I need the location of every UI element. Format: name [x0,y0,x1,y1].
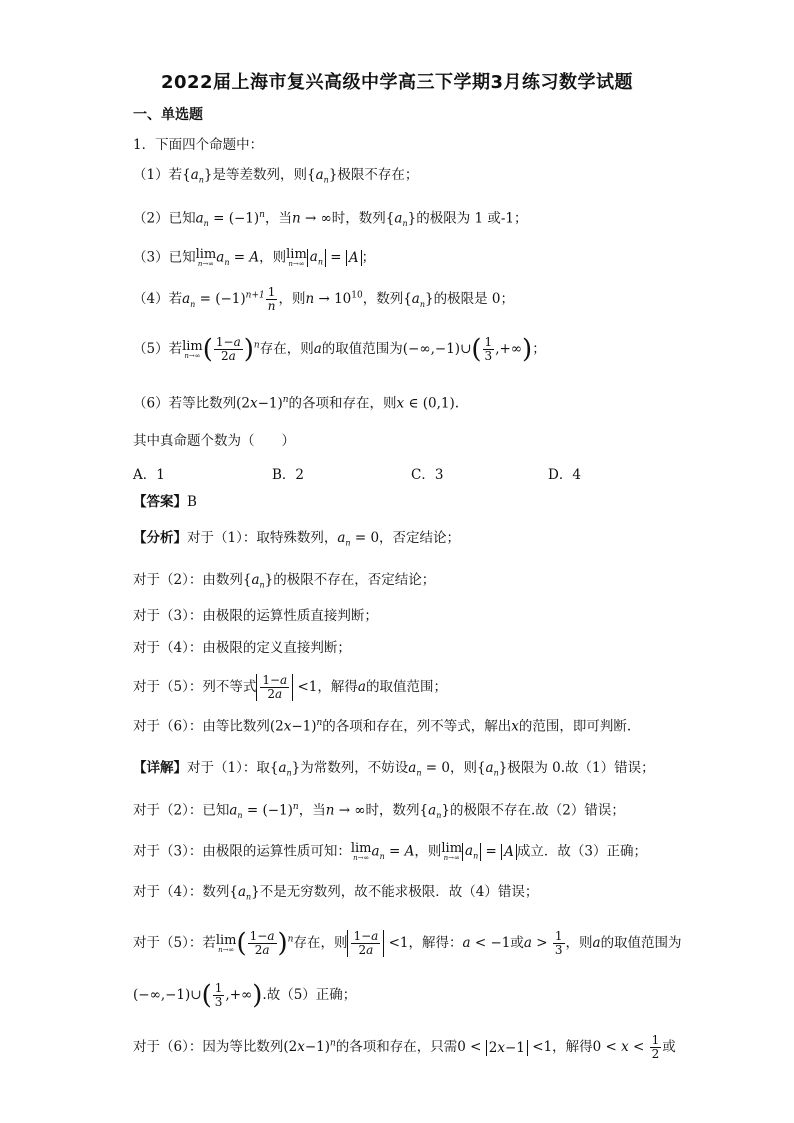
analysis-line-3: 对于（3）：由极限的运算性质直接判断； [133,608,378,624]
detail-line-5-cont: (−∞,−1)∪( $\frac{1}{3}$ ,+∞).故（5）正确； [133,980,357,1011]
answer-tag: 【答案】 [133,494,187,510]
detail-line-1: 【详解】对于（1）：取$\{a_n\}$为常数列，不妨设$a_n = 0$，则$\{a_n\}$极限为 0.故（1）错误； [133,760,655,778]
proposition-5: （5）若 lim n→∞ ( $\frac{1-a}{2a}$ )$^n$存在，则a的取值范围为(−∞,−1)∪( $\frac{1}{3}$ ,+∞)； [133,334,546,365]
detail-line-4: 对于（4）：数列$\{a_n\}$不是无穷数列，故不能求极限．故（4）错误； [133,884,539,902]
detail-line-2: 对于（2）：已知$a_n = (-1)^n$，当n → ∞时，数列$\{a_n\}$的极限不存在.故（2）错误； [133,802,625,821]
option-c: C．3 [411,467,444,483]
detail-line-3: 对于（3）：由极限的运算性质可知： lim n→∞ $a_n = A$，则 lim n→∞ $a_n = A$ 成立．故（3）正确； [133,841,647,862]
analysis-line-4: 对于（4）：由极限的定义直接判断； [133,640,351,656]
option-d: D．4 [548,467,581,483]
detail-line-5: 对于（5）：若 lim n→∞ ( $\frac{1-a}{2a}$ )$^n$存在，则 $\frac{1-a}{2a}$ <1，解得：a < −1或a > $\frac{1}{3}$ ，则a的取值范围为 [133,928,682,959]
answer-line [133,494,197,510]
answer-value: B [187,494,197,510]
analysis-tag: 【分析】 [133,530,187,546]
proposition-1: （1）若$\{a_n\}$是等差数列，则$\{a_n\}$极限不存在； [133,167,419,185]
analysis-line-1: 【分析】对于（1）：取特殊数列，$a_n = 0$，否定结论； [133,530,461,548]
analysis-line-6: 对于（6）：由等比数列$(2x-1)^n$的各项和存在，列不等式，解出x的范围，即可判断. [133,718,632,735]
detail-line-6: 对于（6）：因为等比数列$(2x-1)^n$的各项和存在，只需0 < 2x−1 <1，解得0 < x < $\frac{1}{2}$ 或 [133,1033,676,1062]
proposition-6: （6）若等比数列$(2x-1)^n$的各项和存在，则x ∈ (0,1). [133,395,460,412]
question-stem: 1．下面四个命题中： [133,137,264,153]
proposition-3: （3）已知 lim n→∞ $a_n = A$，则 lim n→∞ $a_n = A$ ； [133,247,376,268]
page-title: 2022届上海市复兴高级中学高三下学期3月练习数学试题 [160,72,634,93]
detail-tag: 【详解】 [133,760,187,776]
proposition-2: （2）已知$a_n = (-1)^n$，当n → ∞时，数列$\{a_n\}$的极限为 1 或-1； [133,210,528,229]
option-b: B．2 [272,467,305,483]
section-heading: 一、单选题 [133,107,203,123]
question-ask: 其中真命题个数为（ ） [133,433,295,449]
analysis-line-2: 对于（2）：由数列$\{a_n\}$的极限不存在，否定结论； [133,572,436,590]
proposition-4: （4）若$a_n = (-1)^{n+1}$ $\frac{1}{n}$ ，则$n \to 10^{10}$，数列$\{a_n\}$的极限是 0； [133,285,514,314]
analysis-line-5: 对于（5）：列不等式 $\frac{1-a}{2a}$ <1，解得a的取值范围； [133,673,447,702]
option-a: A．1 [133,467,165,483]
